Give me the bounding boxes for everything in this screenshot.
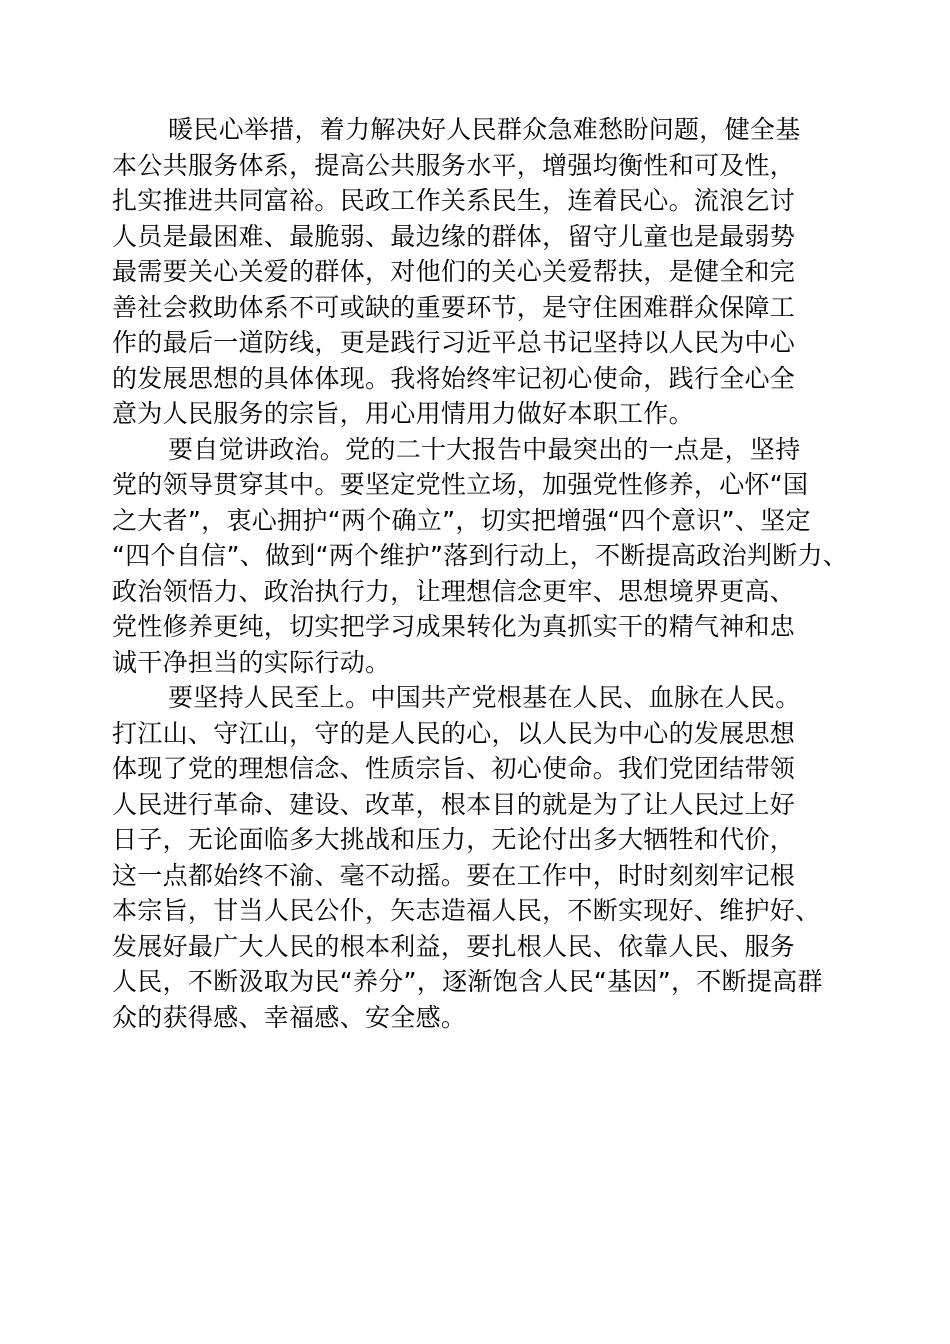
- paragraph-2-line-2: 党的领导贯穿其中。要坚定党性立场，加强党性修养，心怀“国: [112, 470, 809, 499]
- paragraph-3-line-5: 日子，无论面临多大挑战和压力，无论付出多大牺牲和代价，: [112, 825, 796, 854]
- paragraph-1-line-7: 作的最后一道防线，更是践行习近平总书记坚持以人民为中心: [112, 328, 796, 357]
- paragraph-3-line-8: 发展好最广大人民的根本利益，要扎根人民、依靠人民、服务: [112, 931, 796, 961]
- paragraph-3-line-9: 人民，不断汲取为民“养分”，逐渐饱含人民“基因”，不断提高群: [112, 967, 823, 996]
- paragraph-1-line-5: 最需要关心关爱的群体，对他们的关心关爱帮扶，是健全和完: [112, 257, 796, 286]
- paragraph-3-line-1: 要坚持人民至上。中国共产党根基在人民、血脉在人民。: [168, 683, 801, 712]
- paragraph-1-line-1: 暖民心举措，着力解决好人民群众急难愁盼问题，健全基: [168, 115, 801, 144]
- paragraph-3-line-10: 众的获得感、幸福感、安全感。: [112, 1002, 467, 1032]
- paragraph-3-line-4: 人民进行革命、建设、改革，根本目的就是为了让人民过上好: [112, 789, 796, 819]
- paragraph-2-line-7: 诚干净担当的实际行动。: [112, 647, 391, 677]
- paragraph-2-line-5: 政治领悟力、政治执行力，让理想信念更牢、思想境界更高、: [112, 576, 796, 606]
- paragraph-1-line-8: 的发展思想的具体体现。我将始终牢记初心使命，践行全心全: [112, 363, 796, 393]
- paragraph-1-line-4: 人员是最困难、最脆弱、最边缘的群体，留守儿童也是最弱势: [112, 221, 796, 251]
- paragraph-2-line-6: 党性修养更纯，切实把学习成果转化为真抓实干的精气神和忠: [112, 612, 796, 641]
- body-text: [112, 112, 852, 1035]
- paragraph-1-line-2: 本公共服务体系，提高公共服务水平，增强均衡性和可及性，: [112, 150, 796, 180]
- paragraph-1-line-9: 意为人民服务的宗旨，用心用情用力做好本职工作。: [112, 399, 694, 428]
- paragraph-3-line-2: 打江山、守江山，守的是人民的心，以人民为中心的发展思想: [112, 718, 796, 748]
- paragraph-2-line-4: “四个自信”、做到“两个维护”落到行动上，不断提高政治判断力、: [112, 541, 849, 570]
- paragraph-1-line-6: 善社会救助体系不可或缺的重要环节，是守住困难群众保障工: [112, 292, 796, 322]
- paragraph-2-line-3: 之大者”，衷心拥护“两个确立”，切实把增强“四个意识”、坚定: [112, 505, 811, 535]
- paragraph-3-line-7: 本宗旨，甘当人民公仆，矢志造福人民，不断实现好、维护好、: [112, 896, 821, 925]
- paragraph-3-line-3: 体现了党的理想信念、性质宗旨、初心使命。我们党团结带领: [112, 754, 796, 783]
- paragraph-2-line-1: 要自觉讲政治。党的二十大报告中最突出的一点是，坚持: [168, 434, 801, 464]
- paragraph-1-line-3: 扎实推进共同富裕。民政工作关系民生，连着民心。流浪乞讨: [112, 186, 796, 215]
- paragraph-3-line-6: 这一点都始终不渝、毫不动摇。要在工作中，时时刻刻牢记根: [112, 860, 796, 890]
